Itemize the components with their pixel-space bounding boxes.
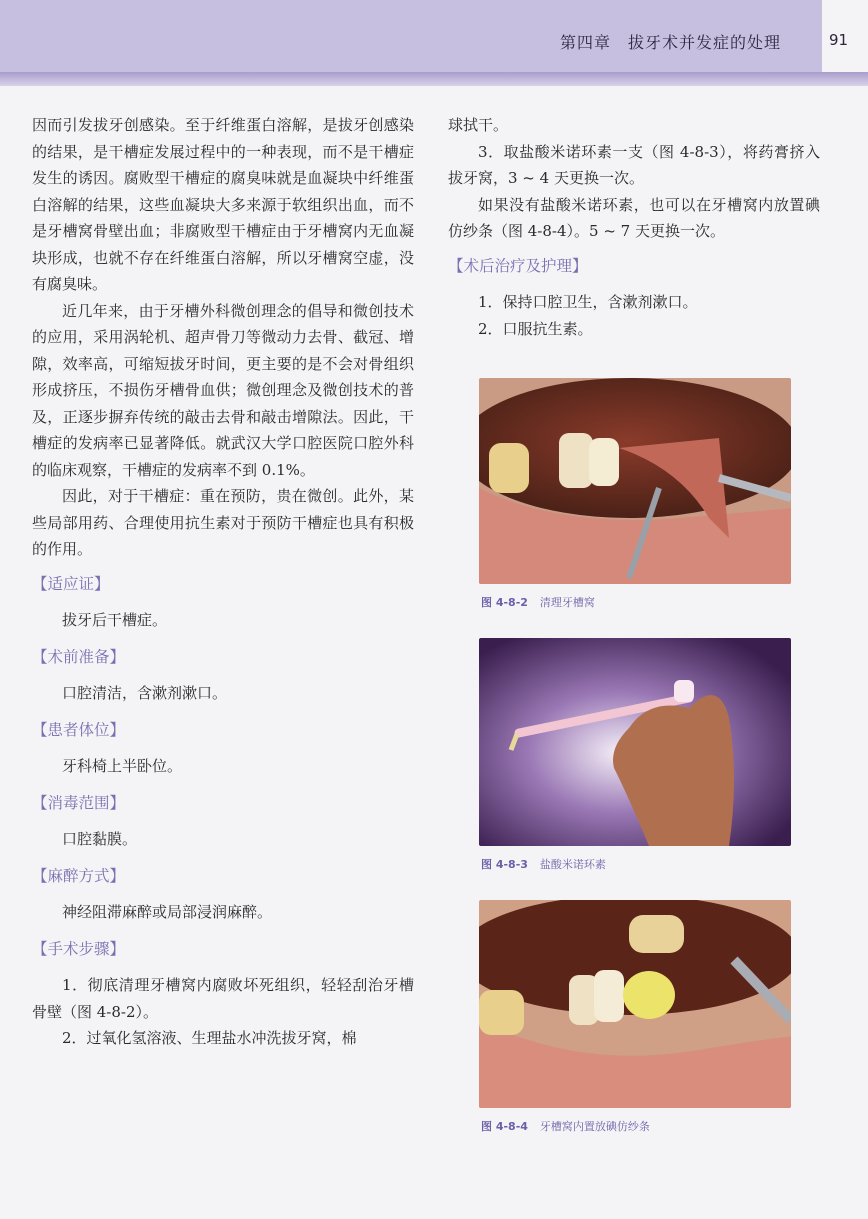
paragraph: 球拭干。	[448, 116, 509, 134]
figure-label: 图 4-8-3	[481, 858, 528, 871]
section-heading: 【术前准备】	[32, 647, 126, 666]
figure-caption	[481, 856, 606, 872]
section-body: 口腔黏膜。	[62, 830, 138, 848]
figure-label: 图 4-8-2	[481, 596, 528, 609]
left-column	[32, 112, 414, 1052]
section-heading: 【手术步骤】	[32, 939, 126, 958]
section-body: 口腔清洁，含漱剂漱口。	[62, 684, 228, 702]
step-item: 3．取盐酸米诺环素一支（图 4-8-3），将药膏挤入拔牙窝，3 ~ 4 天更换一次。	[448, 142, 820, 187]
section-heading: 【术后治疗及护理】	[448, 256, 588, 275]
right-column	[448, 112, 820, 342]
step-item: 2．过氧化氢溶液、生理盐水冲洗拔牙窝，棉	[62, 1029, 357, 1047]
figure-caption-text: 牙槽窝内置放碘仿纱条	[539, 1120, 650, 1133]
figure-label: 图 4-8-4	[481, 1120, 528, 1133]
section-body: 神经阻滞麻醉或局部浸润麻醉。	[62, 903, 273, 921]
list-item: 1．保持口腔卫生，含漱剂漱口。	[478, 293, 698, 311]
page-number: 91	[829, 31, 849, 49]
figure-caption-text: 盐酸米诺环素	[539, 858, 606, 871]
section-heading: 【患者体位】	[32, 720, 126, 739]
paragraph: 如果没有盐酸米诺环素，也可以在牙槽窝内放置碘仿纱条（图 4-8-4）。5 ~ 7 天更换一次。	[448, 195, 820, 240]
figure-caption	[481, 1118, 650, 1134]
section-body: 拔牙后干槽症。	[62, 611, 168, 629]
paragraph: 因而引发拔牙创感染。至于纤维蛋白溶解，是拔牙创感染的结果，是干槽症发展过程中的一种表现，而不是干槽症发生的诱因。腐败型干槽症的腐臭味就是血凝块中纤维蛋白溶解的结果，这些血凝块大多来源于软组织出血，而不是牙槽窝骨壁出血；非腐败型干槽症由于牙槽窝内无血凝块形成，也就不存在纤维蛋白溶解，所以牙槽窝空虚，没有腐臭味。	[32, 116, 414, 293]
chapter-title: 第四章 拔牙术并发症的处理	[560, 33, 782, 52]
paragraph: 因此，对于干槽症：重在预防，贵在微创。此外，某些局部用药、合理使用抗生素对于预防干槽症也具有积极的作用。	[32, 487, 414, 558]
list-item: 2．口服抗生素。	[478, 319, 593, 338]
figure-photo-iodoform-gauze	[479, 900, 791, 1108]
section-heading: 【消毒范围】	[32, 793, 126, 812]
figure-caption-text: 清理牙槽窝	[539, 596, 595, 609]
header-stripe	[0, 72, 868, 86]
figure-photo-minocycline	[479, 638, 791, 846]
section-heading: 【适应证】	[32, 574, 110, 593]
paragraph: 近几年来，由于牙槽外科微创理念的倡导和微创技术的应用，采用涡轮机、超声骨刀等微动力去骨、截冠、增隙，效率高，可缩短拔牙时间，更主要的是不会对骨组织形成挤压，不损伤牙槽骨血供；微创理念及微创技术的普及，正逐步摒弃传统的敲击去骨和敲击增隙法。因此，干槽症的发病率已显著降低。就武汉大学口腔医院口腔外科的临床观察，干槽症的发病率不到 0.1%。	[32, 301, 414, 479]
section-heading: 【麻醉方式】	[32, 866, 126, 885]
figure-caption	[481, 594, 595, 610]
step-item: 1．彻底清理牙槽窝内腐败坏死组织，轻轻刮治牙槽骨壁（图 4-8-2）。	[32, 976, 414, 1021]
figure-photo-clean-socket	[479, 378, 791, 584]
section-body: 牙科椅上半卧位。	[62, 757, 183, 775]
